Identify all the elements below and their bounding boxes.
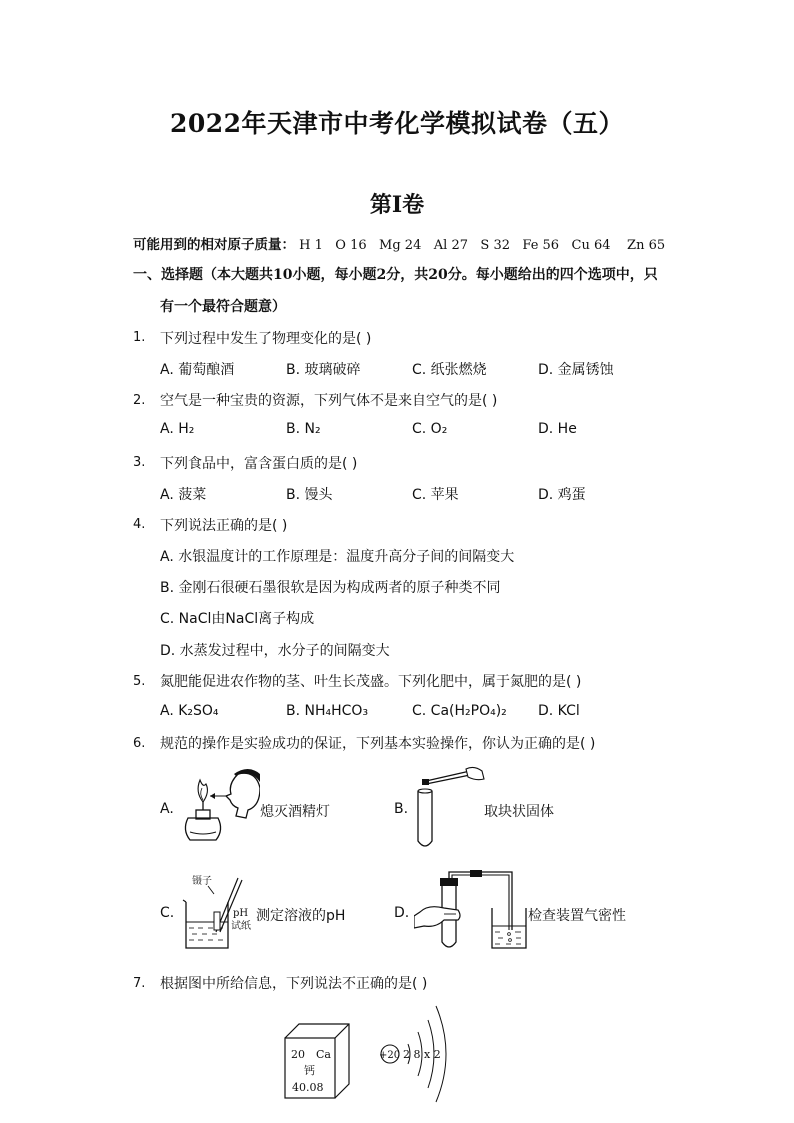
atomic-mass: Al 27 <box>433 238 468 253</box>
question-number: 3. <box>133 455 146 470</box>
atomic-mass: Mg 24 <box>379 238 422 253</box>
element-symbol: Ca <box>316 1048 331 1061</box>
atomic-mass: H 1 <box>299 238 323 253</box>
caption-b: 取块状固体 <box>484 804 554 820</box>
tweezers-label: 镊子 <box>192 876 212 887</box>
option-d: D. <box>394 905 410 921</box>
question-text: 氮肥能促进农作物的茎、叶生长茂盛。下列化肥中，属于氮肥的是( ) <box>160 674 582 690</box>
option-c: C. O₂ <box>412 421 448 437</box>
option-a: A. 水银温度计的工作原理是：温度升高分子间的间隔变大 <box>160 549 515 565</box>
volume-heading: 第Ⅰ卷 <box>369 192 425 218</box>
atom-structure-diagram <box>374 1002 454 1108</box>
atomic-masses-label: 可能用到的相对原子质量： <box>133 237 295 253</box>
question-number: 7. <box>133 976 146 991</box>
ph-label: pH <box>233 908 249 919</box>
question-number: 6. <box>133 736 146 751</box>
question-text: 规范的操作是实验成功的保证，下列基本实验操作，你认为正确的是( ) <box>160 736 596 752</box>
page-title: 2022年天津市中考化学模拟试卷（五） <box>169 109 625 138</box>
option-b: B. 馒头 <box>286 487 333 503</box>
option-d: D. 鸡蛋 <box>538 487 586 503</box>
alcohol-lamp-blow-figure <box>176 766 260 848</box>
option-d: D. 金属锈蚀 <box>538 362 614 378</box>
atomic-mass: Cu 64 <box>571 238 611 253</box>
question-text: 下列食品中，富含蛋白质的是( ) <box>160 456 358 472</box>
atomic-mass-value: 40.08 <box>292 1081 324 1094</box>
electron-shells: 2 8 x 2 <box>403 1048 441 1061</box>
nucleus-charge: +20 <box>379 1050 401 1061</box>
option-c: C. NaCl由NaCl离子构成 <box>160 611 315 627</box>
option-b: B. N₂ <box>286 421 321 437</box>
caption-d: 检查装置气密性 <box>528 908 626 924</box>
question-number: 1. <box>133 330 146 345</box>
test-paper-label: 试纸 <box>231 921 251 932</box>
element-card <box>283 1022 351 1102</box>
question-text: 根据图中所给信息，下列说法不正确的是( ) <box>160 976 428 992</box>
atomic-masses-line <box>133 233 665 253</box>
option-b: B. 金刚石很硬石墨很软是因为构成两者的原子种类不同 <box>160 580 501 596</box>
option-d: D. KCl <box>538 703 580 719</box>
airtightness-check-figure <box>414 868 530 954</box>
option-d: D. He <box>538 421 577 437</box>
question-number: 2. <box>133 393 146 408</box>
option-a: A. K₂SO₄ <box>160 703 219 719</box>
option-a: A. 葡萄酿酒 <box>160 362 235 378</box>
option-a: A. H₂ <box>160 421 195 437</box>
atomic-mass: S 32 <box>480 238 510 253</box>
ph-test-figure <box>178 872 256 952</box>
section-heading-line2: 有一个最符合题意） <box>160 299 286 315</box>
caption-c: 测定溶液的pH <box>256 908 346 924</box>
atomic-number: 20 <box>291 1048 305 1061</box>
option-b: B. <box>394 801 409 817</box>
question-text: 下列说法正确的是( ) <box>160 518 288 534</box>
caption-a: 熄灭酒精灯 <box>260 804 330 820</box>
question-number: 4. <box>133 517 146 532</box>
question-number: 5. <box>133 674 146 689</box>
test-tube-tongs-figure <box>412 765 486 851</box>
option-c: C. Ca(H₂PO₄)₂ <box>412 703 507 719</box>
atomic-mass: Zn 65 <box>627 238 666 253</box>
question-text: 下列过程中发生了物理变化的是( ) <box>160 331 372 347</box>
option-b: B. 玻璃破碎 <box>286 362 361 378</box>
option-c: C. <box>160 905 175 921</box>
question-text: 空气是一种宝贵的资源，下列气体不是来自空气的是( ) <box>160 393 498 409</box>
option-d: D. 水蒸发过程中，水分子的间隔变大 <box>160 643 390 659</box>
option-c: C. 纸张燃烧 <box>412 362 487 378</box>
section-heading-line1: 一、选择题（本大题共10小题，每小题2分，共20分。每小题给出的四个选项中，只 <box>133 267 658 283</box>
atomic-mass: Fe 56 <box>522 238 560 253</box>
option-b: B. NH₄HCO₃ <box>286 703 369 719</box>
element-name: 钙 <box>304 1064 315 1077</box>
option-a: A. <box>160 801 174 817</box>
option-a: A. 菠菜 <box>160 487 207 503</box>
atomic-mass: O 16 <box>335 238 367 253</box>
option-c: C. 苹果 <box>412 487 459 503</box>
